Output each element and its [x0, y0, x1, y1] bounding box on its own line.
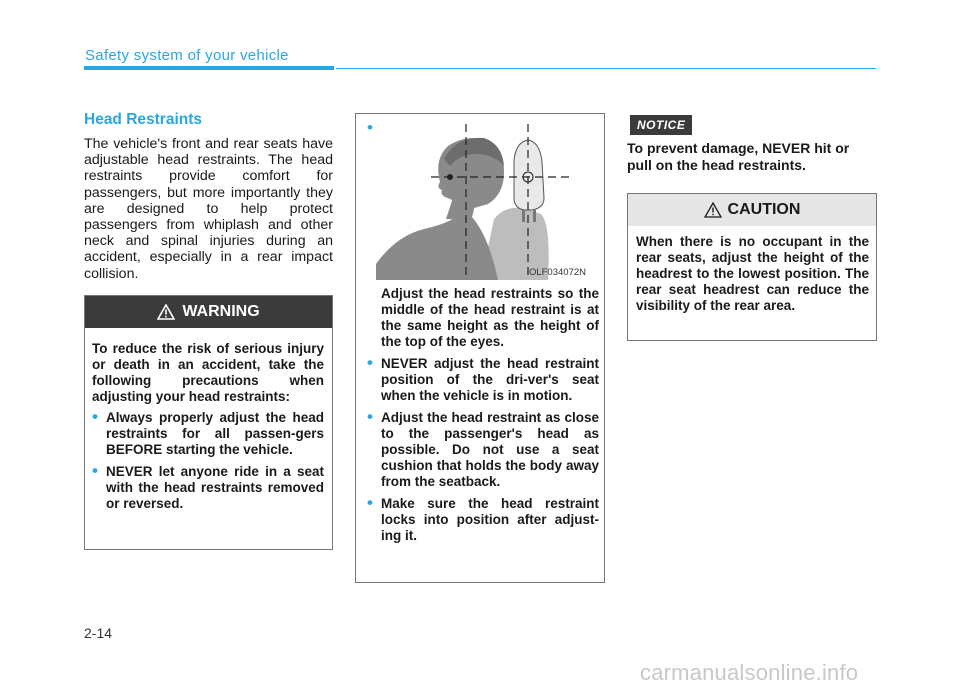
warning-box: [84, 295, 333, 550]
warning-list: [92, 410, 324, 512]
warning-intro: To reduce the risk of serious injury or death in an accident, take the following precautions when adjusting your head restraints:: [92, 341, 324, 404]
warning-label: WARNING: [182, 303, 260, 320]
list-item: • Make sure the head restraint locks into position after adjust-ing it.: [367, 496, 599, 544]
head-restraint-illustration: [376, 124, 596, 280]
occupant-headrest-figure: [376, 124, 596, 280]
notice-text: To prevent damage, NEVER hit or pull on the head restraints.: [627, 140, 850, 173]
list-item: • Always properly adjust the head restraints for all passen-gers BEFORE starting the vehicle.: [92, 410, 324, 458]
caution-label: CAUTION: [727, 201, 801, 218]
page-heading: Head Restraints: [84, 111, 203, 128]
intro-paragraph: The vehicle's front and rear seats have adjustable head restraints. The head restraints provide comfort for passengers, but more importantly they are designed to help protect passengers from whiplash and other neck and spinal injuries during an accident, especially in a rear impact collision.: [84, 136, 333, 282]
notice-badge: NOTICE: [630, 115, 692, 135]
list-item: • NEVER adjust the head restraint position of the dri-ver's seat when the vehicle is in motion.: [367, 356, 599, 404]
list-item: • Adjust the head restraint as close to the passenger's head as possible. Do not use a seat cushion that holds the body away from the seatback.: [367, 410, 599, 490]
figure-code: OLF034072N: [528, 267, 586, 278]
section-title: Safety system of your vehicle: [85, 47, 289, 64]
page-number: 2-14: [84, 625, 113, 641]
caution-triangle-icon: [704, 202, 722, 218]
warning-header: [85, 296, 332, 328]
bullet-marker: •: [367, 118, 373, 137]
list-item: • NEVER let anyone ride in a seat with the head restraints removed or reversed.: [92, 464, 324, 512]
instruction-list: [367, 286, 599, 544]
caution-body: When there is no occupant in the rear seats, adjust the height of the headrest to the lowest position. The rear seat headrest can reduce the visibility of the rear area.: [636, 234, 869, 313]
head-restraint-box: [355, 113, 605, 583]
caution-box: [627, 193, 877, 341]
warning-triangle-icon: [157, 304, 175, 320]
caution-header: [628, 194, 876, 226]
head-restraint-instructions: [367, 286, 599, 550]
warning-body: [92, 341, 324, 518]
header-rule-accent: [84, 66, 334, 70]
header-rule: [336, 68, 876, 69]
watermark: carmanualsonline.info: [640, 660, 859, 685]
list-item: Adjust the head restraints so the middle of the head restraint is at the same height as the height of the top of the eyes.: [381, 286, 599, 349]
